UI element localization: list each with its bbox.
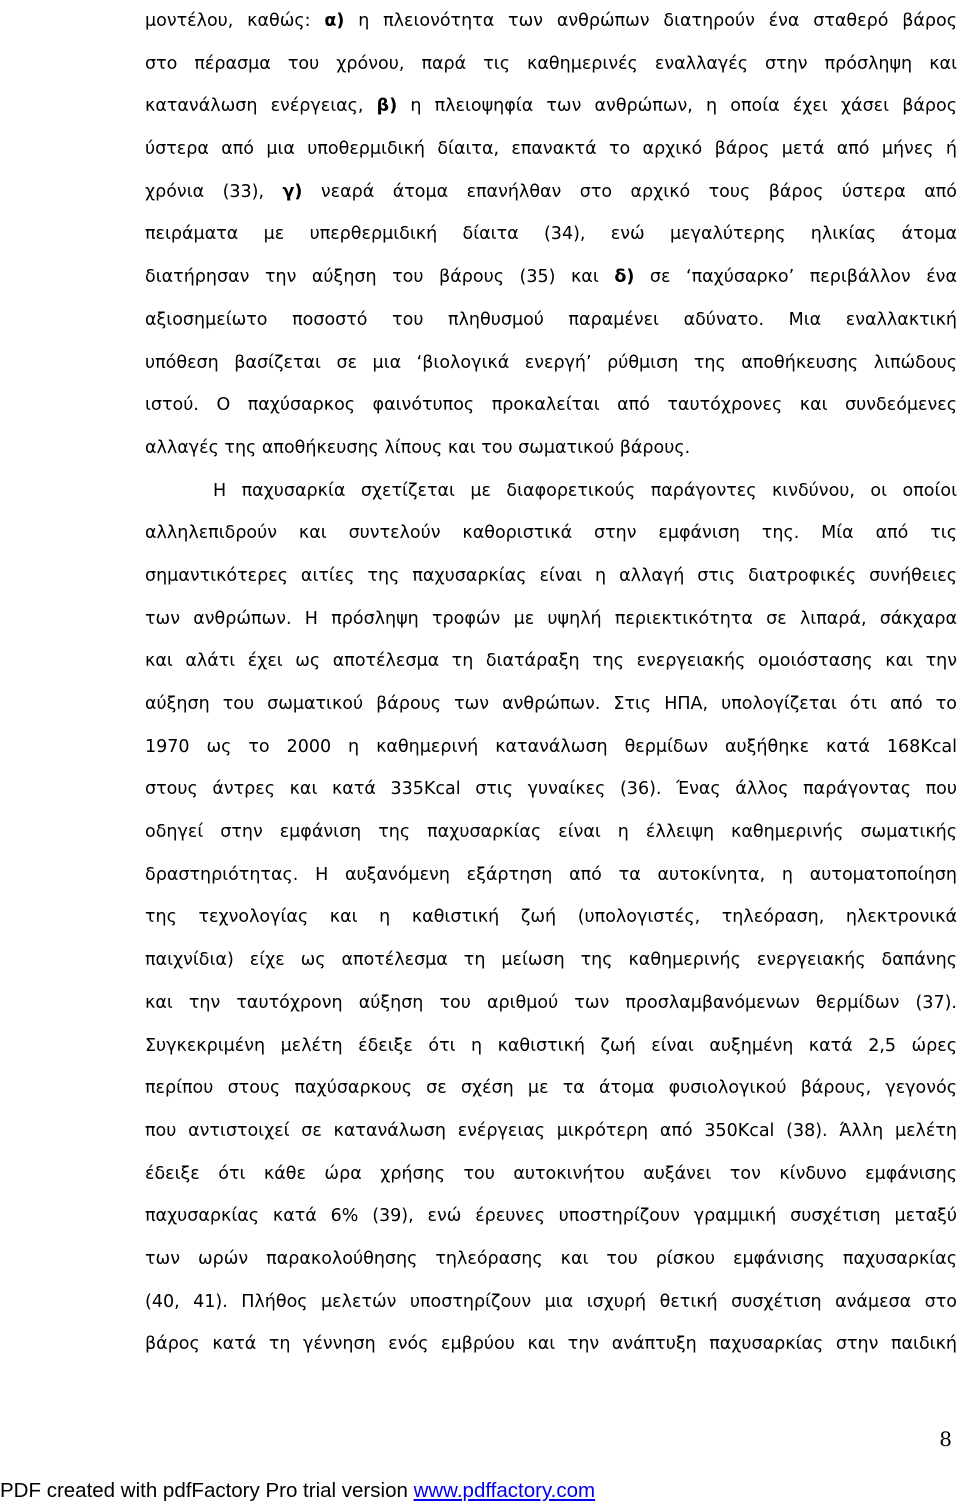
text-line: [145, 85, 957, 128]
text-segment: ύστερα από μια υποθερμιδική δίαιτα, επανακτά το αρχικό βάρος μετά από μήνες ή: [145, 139, 957, 160]
text-segment: αλλαγές της αποθήκευσης λίπους και του σωματικού βάρους.: [145, 437, 691, 458]
text-segment: κατανάλωση ενέργειας,: [145, 96, 377, 117]
text-segment: βάρος κατά τη γέννηση ενός εμβρύου και την ανάπτυξη παχυσαρκίας στην παιδική: [145, 1334, 957, 1355]
pdf-footer: [0, 1476, 595, 1506]
text-segment: στο πέρασμα του χρόνου, παρά τις καθημερινές εναλλαγές στην πρόσληψη και: [145, 53, 957, 74]
text-segment: πειράματα με υπερθερμιδική δίαιτα (34), ενώ μεγαλύτερης ηλικίας άτομα: [145, 224, 957, 245]
text-line: [145, 555, 957, 598]
text-line: [145, 1153, 957, 1196]
text-segment: παχυσαρκίας κατά 6% (39), ενώ έρευνες υποστηρίζουν γραμμική συσχέτιση μεταξύ: [145, 1206, 957, 1227]
text-segment: Συγκεκριμένη μελέτη έδειξε ότι η καθιστική ζωή είναι αυξημένη κατά 2,5 ώρες: [145, 1035, 957, 1056]
text-line: [145, 43, 957, 86]
text-segment: μοντέλου, καθώς:: [145, 11, 325, 31]
text-line: [145, 982, 957, 1025]
text-line: [145, 1067, 957, 1110]
text-segment: υπόθεση βασίζεται σε μια ‘βιολογικά ενεργή’ ρύθμιση της αποθήκευσης λιπώδους: [145, 352, 957, 373]
text-segment: των ανθρώπων. Η πρόσληψη τροφών με υψηλή περιεκτικότητα σε λιπαρά, σάκχαρα: [145, 608, 957, 629]
text-line: [145, 0, 957, 43]
text-line: [145, 854, 957, 897]
text-segment: αλληλεπιδρούν και συντελούν καθοριστικά στην εμφάνιση της. Μία από τις: [145, 523, 957, 544]
text-segment: και την ταυτόχρονη αύξηση του αριθμού των προσλαμβανόμενων θερμίδων (37).: [145, 992, 957, 1013]
text-line: [145, 299, 957, 342]
bold-marker: γ): [282, 181, 303, 202]
text-line: [145, 683, 957, 726]
text-line: [145, 128, 957, 171]
text-segment: δραστηριότητας. Η αυξανόμενη εξάρτηση από τα αυτοκίνητα, η αυτοματοποίηση: [145, 864, 957, 885]
text-segment: οδηγεί στην εμφάνιση της παχυσαρκίας είναι η έλλειψη καθημερινής σωματικής: [145, 822, 957, 843]
text-line: [145, 256, 957, 299]
text-segment: η πλειονότητα των ανθρώπων διατηρούν ένα σταθερό βάρος: [344, 11, 957, 31]
text-line: [145, 598, 957, 641]
text-line: [145, 171, 957, 214]
text-line: [145, 213, 957, 256]
bold-marker: α): [324, 11, 345, 31]
text-segment: σε ‘παχύσαρκο’ περιβάλλον ένα: [634, 267, 957, 288]
text-line: [145, 1238, 957, 1281]
text-line: [145, 384, 957, 427]
text-line: [145, 427, 957, 470]
text-line: [145, 1195, 957, 1238]
text-segment: ιστού. Ο παχύσαρκος φαινότυπος προκαλείται από ταυτόχρονες και συνδεόμενες: [145, 395, 957, 416]
text-line: [145, 342, 957, 385]
text-segment: σημαντικότερες αιτίες της παχυσαρκίας είναι η αλλαγή στις διατροφικές συνήθειες: [145, 565, 957, 586]
text-line: [145, 640, 957, 683]
footer-text: PDF created with pdfFactory Pro trial version: [0, 1479, 414, 1502]
text-segment: αξιοσημείωτο ποσοστό του πληθυσμού παραμένει αδύνατο. Μια εναλλακτική: [145, 309, 957, 330]
body-text: [145, 0, 957, 1366]
text-segment: διατήρησαν την αύξηση του βάρους (35) και: [145, 267, 615, 288]
text-segment: αύξηση του σωματικού βάρους των ανθρώπων. Στις ΗΠΑ, υπολογίζεται ότι από το: [145, 694, 957, 714]
text-line: [145, 1323, 957, 1366]
text-line: [145, 470, 957, 513]
text-line: [145, 768, 957, 811]
text-line: [145, 811, 957, 854]
text-segment: στους άντρες και κατά 335Kcal στις γυναίκες (36). Ένας άλλος παράγοντας που: [145, 779, 957, 800]
text-line: [145, 512, 957, 555]
text-segment: των ωρών παρακολούθησης τηλεόρασης και του ρίσκου εμφάνισης παχυσαρκίας: [145, 1248, 957, 1269]
text-segment: η πλειοψηφία των ανθρώπων, η οποία έχει χάσει βάρος: [397, 96, 957, 117]
page-number: 8: [939, 1427, 952, 1451]
text-segment: παιχνίδια) είχε ως αποτέλεσμα τη μείωση της καθημερινής ενεργειακής δαπάνης: [145, 950, 957, 971]
bold-marker: δ): [614, 267, 635, 288]
text-line: [145, 1110, 957, 1153]
text-line: [145, 726, 957, 769]
text-segment: νεαρά άτομα επανήλθαν στο αρχικό τους βάρος ύστερα από: [302, 181, 957, 202]
text-segment: περίπου στους παχύσαρκους σε σχέση με τα άτομα φυσιολογικού βάρους, γεγονός: [145, 1078, 957, 1099]
text-segment: χρόνια (33),: [145, 181, 283, 202]
text-segment: και αλάτι έχει ως αποτέλεσμα τη διατάραξη της ενεργειακής ομοιόστασης και την: [145, 651, 957, 672]
text-line: [145, 1025, 957, 1068]
footer-link[interactable]: www.pdffactory.com: [413, 1479, 596, 1502]
text-segment: Η παχυσαρκία σχετίζεται με διαφορετικούς παράγοντες κινδύνου, οι οποίοι: [213, 480, 957, 501]
text-line: [145, 896, 957, 939]
text-segment: που αντιστοιχεί σε κατανάλωση ενέργειας μικρότερη από 350Kcal (38). Άλλη μελέτη: [145, 1120, 957, 1141]
text-segment: έδειξε ότι κάθε ώρα χρήσης του αυτοκινήτου αυξάνει τον κίνδυνο εμφάνισης: [145, 1163, 957, 1184]
text-segment: 1970 ως το 2000 η καθημερινή κατανάλωση θερμίδων αυξήθηκε κατά 168Kcal: [145, 736, 957, 757]
text-segment: (40, 41). Πλήθος μελετών υποστηρίζουν μια ισχυρή θετική συσχέτιση ανάμεσα στο: [145, 1291, 957, 1312]
text-line: [145, 939, 957, 982]
text-line: [145, 1281, 957, 1324]
bold-marker: β): [376, 96, 398, 117]
text-segment: της τεχνολογίας και η καθιστική ζωή (υπολογιστές, τηλεόραση, ηλεκτρονικά: [145, 907, 957, 928]
